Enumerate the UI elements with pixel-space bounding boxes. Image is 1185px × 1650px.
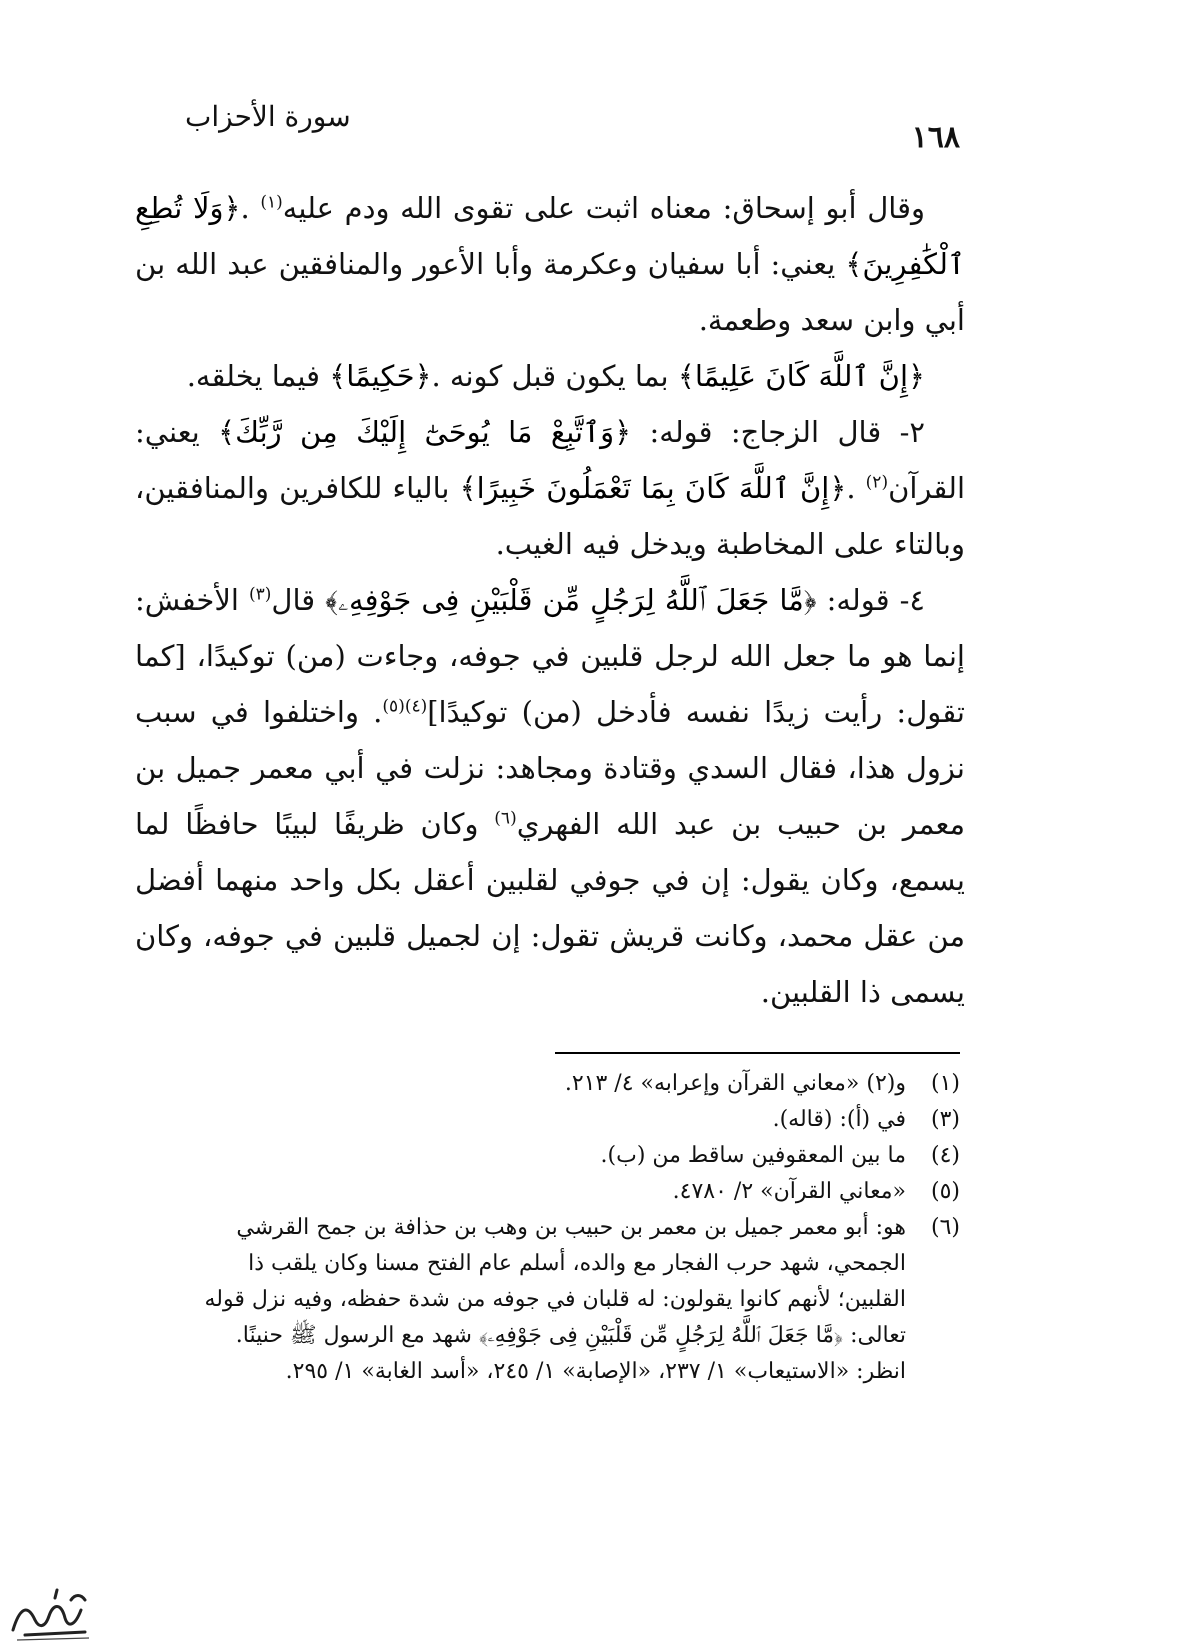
paragraph (135, 180, 965, 348)
footnote-text (135, 1210, 906, 1390)
paragraph (135, 348, 965, 404)
footnote-number: (١) (930, 1071, 960, 1096)
text-run: ٤- قوله: (816, 583, 925, 617)
quran-verse: ﴿مَّا جَعَلَ ٱللَّهُ لِرَجُلٍ مِّن قَلْبَيْنِ فِى جَوْفِهِۦ﴾ (325, 583, 817, 617)
quran-verse: ﴿حَكِيمًا﴾ (329, 359, 432, 393)
paragraph (135, 572, 965, 1020)
footnote-number: (٦) (930, 1215, 960, 1240)
main-text (135, 180, 965, 1020)
footnote-ref: (٢) (865, 472, 889, 493)
page-header (185, 100, 960, 160)
text-run: وقال أبو إسحاق: معناه اثبت على تقوى الله ودم عليه (282, 191, 925, 225)
footnote (135, 1174, 960, 1210)
quran-verse: ﴿إِنَّ ٱللَّهَ كَانَ عَلِيمًا﴾ (677, 359, 925, 393)
quran-verse: ﴿إِنَّ ٱللَّهَ كَانَ بِمَا تَعْمَلُونَ خَبِيرًا﴾ (459, 471, 847, 505)
quran-verse: ﴿وَٱتَّبِعْ مَا يُوحَىٰٓ إِلَيْكَ مِن رَّبِّكَ﴾ (218, 415, 632, 449)
text-run: الأخفش: إنما هو ما جعل الله لرجل قلبين في جوفه، وجاءت (من) توكيدًا، [كما تقول: رأيت زيدًا نفسه فأدخل (من) توكيدًا] (135, 583, 965, 729)
footnote-line: هو: أبو معمر جميل بن معمر بن حبيب بن وهب بن حذافة بن جمح القرشي (236, 1215, 906, 1240)
footnote-number: (٣) (930, 1107, 960, 1132)
text-run: قال (271, 583, 326, 617)
footnote-number: (٤) (930, 1143, 960, 1168)
footnote-line: انظر: «الاستيعاب» ١/ ٢٣٧، «الإصابة» ١/ ٢٤٥، «أسد الغابة» ١/ ٢٩٥. (285, 1359, 906, 1384)
footnote-line: تعالى: ﴿مَّا جَعَلَ ٱللَّهُ لِرَجُلٍ مِّن قَلْبَيْنِ فِى جَوْفِهِۦ﴾ شهد مع الرسول ﷺ حنينًا. (235, 1323, 906, 1348)
text-run: . (240, 191, 261, 225)
text-run: . واختلفوا في سبب نزول هذا، فقال السدي وقتادة ومجاهد: نزلت في أبي معمر جميل بن معمر بن حبيب بن عبد الله الفهري (135, 695, 966, 841)
text-run: ٢- قال الزجاج: قوله: (631, 415, 925, 449)
footnote-line: و(٢) «معاني القرآن وإعرابه» ٤/ ٢١٣. (564, 1071, 906, 1096)
footnote (135, 1210, 960, 1390)
footnote-number: (٥) (930, 1179, 960, 1204)
surah-title: سورة الأحزاب (185, 100, 351, 133)
footnote-text (135, 1174, 906, 1210)
footnote-ref: (١) (260, 192, 283, 213)
paragraph (135, 404, 965, 572)
footnotes (135, 1066, 960, 1390)
text-run: يعني: القرآن (135, 415, 965, 505)
text-run: . (846, 471, 866, 505)
footnote-divider (555, 1052, 960, 1054)
text-run: وكان ظريفًا لبيبًا حافظًا لما يسمع، وكان يقول: إن في جوفي لقلبين أعقل بكل واحد منهما أفضل من عقل محمد، وكانت قريش تقول: إن لجميل قلبين في جوفه، وكان يسمى ذا القلبين. (135, 807, 965, 1009)
footnote-line: في (أ): (قاله). (772, 1107, 906, 1132)
footnote-line: القلبين؛ لأنهم كانوا يقولون: له قلبان في جوفه من شدة حفظه، وفيه نزل قوله (204, 1287, 906, 1312)
quran-verse: ﴿وَلَا تُطِعِ ٱلْكَٰفِرِينَ﴾ (135, 191, 965, 281)
footnote-ref: (٤)(٥) (382, 696, 428, 717)
page-number: ١٦٨ (911, 120, 960, 155)
footnote-text (135, 1066, 906, 1102)
footnote-text (135, 1138, 906, 1174)
text-run: يعني: أبا سفيان وعكرمة وأبا الأعور والمنافقين عبد الله بن أبي وابن سعد وطعمة. (135, 247, 965, 337)
calligraphy-logo (5, 1580, 95, 1645)
footnote-line: «معاني القرآن» ٢/ ٤٧٨٠. (672, 1179, 906, 1204)
text-run: بما يكون قبل كونه . (431, 359, 678, 393)
footnote-line: الجمحي، شهد حرب الفجار مع والده، أسلم عام الفتح مسنا وكان يلقب ذا (248, 1251, 906, 1276)
footnote-line: ما بين المعقوفين ساقط من (ب). (600, 1143, 906, 1168)
text-run: بالياء للكافرين والمنافقين، وبالتاء على المخاطبة ويدخل فيه الغيب. (135, 471, 965, 561)
footnote-ref: (٣) (248, 584, 272, 605)
footnote (135, 1066, 960, 1102)
footnote-text (135, 1102, 906, 1138)
footnote-ref: (٦) (494, 808, 517, 829)
footnote (135, 1138, 960, 1174)
footnote (135, 1102, 960, 1138)
text-run: فيما يخلقه. (186, 359, 330, 393)
